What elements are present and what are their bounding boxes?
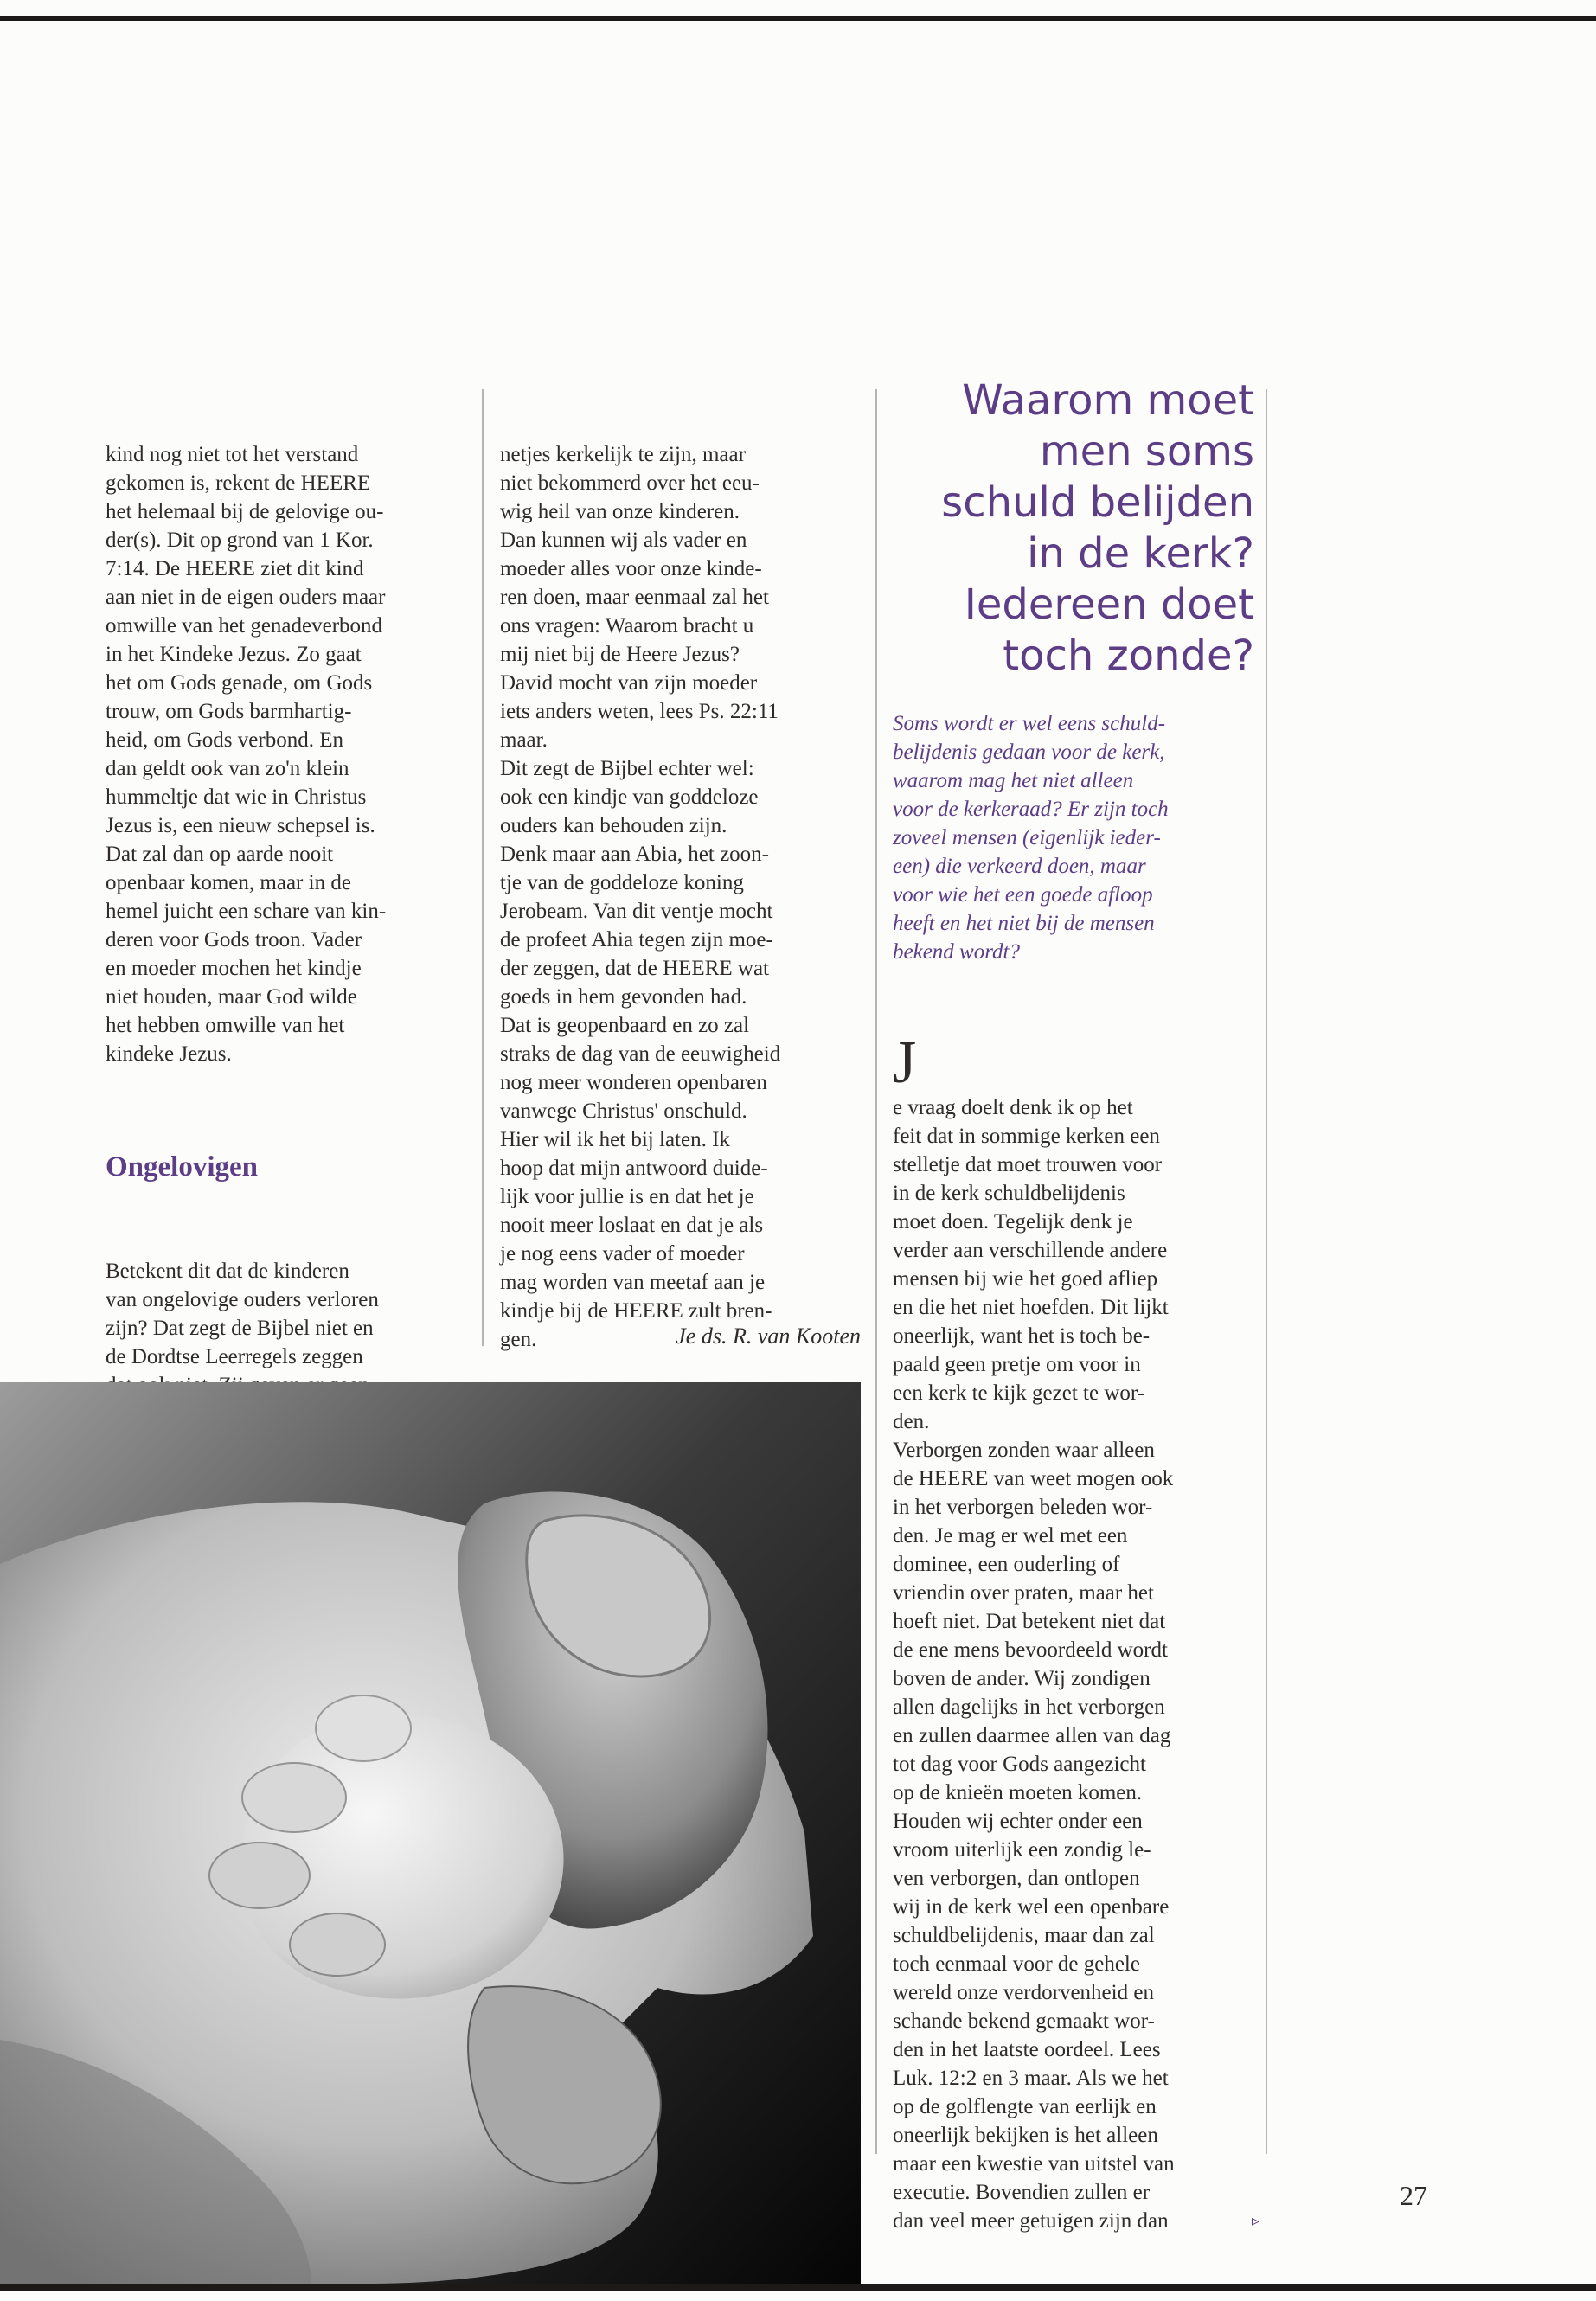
column-right-line: ven verborgen, dan ontlopen — [893, 1867, 1140, 1890]
column-right-line: stelletje dat moet trouwen voor — [893, 1153, 1163, 1176]
column-middle-line: ren doen, maar eenmaal zal het — [500, 586, 769, 609]
heading-line: in de kerk? — [1027, 529, 1254, 578]
column-middle-line: vanwege Christus' onschuld. — [500, 1099, 747, 1123]
column-right-line: feit dat in sommige kerken een — [893, 1125, 1160, 1148]
column-right-line: op de knieën moeten komen. — [893, 1781, 1143, 1804]
column-middle-line: ons vragen: Waarom bracht u — [500, 614, 754, 638]
column-right-line: e vraag doelt denk ik op het — [893, 1096, 1133, 1119]
column-right-line: maar een kwestie van uitstel van — [893, 2152, 1175, 2176]
column-middle-line: Dit zegt de Bijbel echter wel: — [500, 757, 754, 780]
column-right-line: schuldbelijdenis, maar dan zal — [893, 1924, 1155, 1947]
column-middle-line: David mocht van zijn moeder — [500, 671, 758, 695]
column-middle-line: niet bekommerd over het eeu- — [500, 471, 760, 495]
column-middle-line: tje van de goddeloze koning — [500, 871, 744, 894]
intro-line: belijdenis gedaan voor de kerk, — [893, 740, 1165, 764]
column-right-line: oneerlijk, want het is toch be- — [893, 1324, 1151, 1348]
article-heading — [900, 375, 1254, 682]
baby-finger-2 — [242, 1763, 346, 1832]
column-middle-line: maar. — [500, 728, 548, 752]
column-right-line: verder aan verschillende andere — [893, 1239, 1168, 1262]
column-right-line: een kerk te kijk gezet te wor- — [893, 1381, 1145, 1405]
column-divider — [482, 389, 484, 1346]
column-left-line: niet houden, maar God wilde — [106, 985, 357, 1009]
column-middle-line: nooit meer loslaat en dat je als — [500, 1214, 764, 1237]
intro-line: heeft en het niet bij de mensen — [893, 912, 1155, 935]
column-right-line: hoeft niet. Dat betekent niet dat — [893, 1610, 1166, 1633]
column-left-line: Jezus is, een nieuw schepsel is. — [106, 814, 375, 837]
column-right-line: Houden wij echter onder een — [893, 1810, 1143, 1833]
intro-line: een) die verkeerd doen, maar — [893, 855, 1146, 878]
column-middle-line: mag worden van meetaf aan je — [500, 1271, 766, 1294]
column-middle-line: der zeggen, dat de HEERE wat — [500, 957, 769, 980]
column-left-line: kindeke Jezus. — [106, 1042, 232, 1066]
page-number: 27 — [1400, 2180, 1427, 2211]
column-middle-line: netjes kerkelijk te zijn, maar — [500, 443, 746, 466]
column-right-line: en die het niet hoefden. Dit lijkt — [893, 1296, 1169, 1319]
column-middle — [500, 383, 863, 1411]
column-right-line: schande bekend gemaakt wor- — [893, 2009, 1155, 2033]
column-middle-line: Denk maar aan Abia, het zoon- — [500, 843, 769, 866]
column-left-line: en moeder mochen het kindje — [106, 957, 362, 980]
column-right-line: de ene mens bevoordeeld wordt — [893, 1638, 1168, 1662]
column-left-line: hemel juicht een schare van kin- — [106, 900, 387, 923]
top-edge-bar — [0, 16, 1596, 21]
column-left-line: aan niet in de eigen ouders maar — [106, 586, 386, 609]
column-middle-line: Dan kunnen wij als vader en — [500, 529, 747, 552]
column-left-line: Dat zal dan op aarde nooit — [106, 843, 334, 866]
column-right-line: executie. Bovendien zullen er — [893, 2181, 1151, 2204]
column-left-line: in het Kindeke Jezus. Zo gaat — [106, 643, 362, 666]
column-middle-line: wig heil van onze kinderen. — [500, 500, 740, 523]
column-left-line: het helemaal bij de gelovige ou- — [106, 500, 384, 523]
column-left-line: dan geldt ook van zo'n klein — [106, 757, 349, 780]
column-right-line: toch eenmaal voor de gehele — [893, 1952, 1140, 1976]
column-middle-line: ook een kindje van goddeloze — [500, 785, 759, 809]
column-middle-line: nog meer wonderen openbaren — [500, 1071, 767, 1094]
author-signature: Je ds. R. van Kooten — [676, 1324, 861, 1349]
column-right-line: de HEERE van weet mogen ook — [893, 1467, 1174, 1490]
heading-line: men soms — [1039, 427, 1254, 476]
column-middle-line: Jerobeam. Van dit ventje mocht — [500, 900, 773, 923]
column-right-line: den. Je mag er wel met een — [893, 1524, 1128, 1548]
intro-line: zoveel mensen (eigenlijk ieder- — [893, 826, 1161, 849]
heading-line: Waarom moet — [962, 376, 1254, 425]
column-middle-line: moeder alles voor onze kinde- — [500, 557, 762, 580]
subheading-ongelovigen: Ongelovigen — [106, 1151, 259, 1183]
bottom-edge-bar — [0, 2284, 1596, 2291]
column-right-line: op de golflengte van eerlijk en — [893, 2095, 1157, 2118]
column-right-line: in het verborgen beleden wor- — [893, 1496, 1153, 1519]
column-middle-text — [500, 440, 863, 1354]
column-right-line: den. — [893, 1410, 930, 1433]
baby-finger-1 — [316, 1695, 411, 1761]
column-middle-line: goeds in hem gevonden had. — [500, 985, 747, 1009]
column-divider — [875, 389, 877, 2154]
column-left-line: de Dordtse Leerregels zeggen — [106, 1345, 363, 1368]
column-right-line: boven de ander. Wij zondigen — [893, 1667, 1151, 1690]
column-middle-line: je nog eens vader of moeder — [500, 1242, 745, 1266]
intro-line: waarom mag het niet alleen — [893, 769, 1134, 792]
column-middle-line: Dat is geopenbaard en zo zal — [500, 1014, 750, 1037]
column-right-line: in de kerk schuldbelijdenis — [893, 1182, 1125, 1205]
column-right — [893, 1008, 1259, 2292]
column-left-line: omwille van het genadeverbond — [106, 614, 383, 638]
hands-photo — [0, 1382, 861, 2284]
column-left-line: trouw, om Gods barmhartig- — [106, 700, 352, 723]
column-right-line: allen dagelijks in het verborgen — [893, 1695, 1165, 1719]
column-left-line: het hebben omwille van het — [106, 1014, 345, 1037]
column-right-line: paald geen pretje om voor in — [893, 1353, 1141, 1376]
column-middle-line: kindje bij de HEERE zult bren- — [500, 1299, 772, 1323]
column-left-line: 7:14. De HEERE ziet dit kind — [106, 557, 364, 580]
column-right-line: Luk. 12:2 en 3 maar. Als we het — [893, 2067, 1169, 2090]
column-left-line: openbaar komen, maar in de — [106, 871, 351, 894]
drop-cap: J — [893, 1029, 917, 1096]
column-middle-line: Hier wil ik het bij laten. Ik — [500, 1128, 730, 1151]
baby-finger-3 — [209, 1843, 310, 1908]
column-left-line: Betekent dit dat de kinderen — [106, 1259, 349, 1283]
column-right-line: dan veel meer getuigen zijn dan — [893, 2209, 1169, 2233]
heading-line: toch zonde? — [1003, 631, 1254, 680]
column-middle-line: ouders kan behouden zijn. — [500, 814, 727, 837]
column-left-line: zijn? Dat zegt de Bijbel niet en — [106, 1317, 374, 1340]
column-right-line: tot dag voor Gods aangezicht — [893, 1753, 1146, 1776]
column-left-line: der(s). Dit op grond van 1 Kor. — [106, 529, 374, 552]
column-right-line: en zullen daarmee allen van dag — [893, 1724, 1171, 1747]
column-right-line: den in het laatste oordeel. Lees — [893, 2038, 1161, 2061]
column-middle-line: hoop dat mijn antwoord duide- — [500, 1157, 768, 1180]
column-left-line: heid, om Gods verbond. En — [106, 728, 343, 752]
question-intro — [893, 709, 1256, 966]
column-right-line: dominee, een ouderling of — [893, 1553, 1120, 1576]
heading-line: Iedereen doet — [964, 580, 1254, 629]
column-left-line: hummeltje dat wie in Christus — [106, 785, 367, 809]
heading-line: schuld belijden — [941, 478, 1254, 527]
intro-line: voor wie het een goede afloop — [893, 883, 1153, 907]
column-left-line: kind nog niet tot het verstand — [106, 443, 359, 466]
column-middle-line: gen. — [500, 1328, 537, 1351]
column-right-line: Verborgen zonden waar alleen — [893, 1439, 1155, 1462]
column-right-line: wij in de kerk wel een openbare — [893, 1895, 1170, 1919]
column-left-line: van ongelovige ouders verloren — [106, 1288, 379, 1311]
column-left-text — [106, 440, 469, 1068]
column-middle-line: de profeet Ahia tegen zijn moe- — [500, 928, 773, 952]
baby-finger-4 — [290, 1913, 385, 1976]
column-right-text — [893, 1093, 1259, 2235]
intro-line: Soms wordt er wel eens schuld- — [893, 712, 1166, 735]
column-left-line: gekomen is, rekent de HEERE — [106, 471, 371, 495]
intro-line: voor de kerkeraad? Er zijn toch — [893, 798, 1169, 821]
column-right-line: moet doen. Tegelijk denk je — [893, 1210, 1133, 1234]
column-right-line: oneerlijk bekijken is het alleen — [893, 2124, 1158, 2147]
column-right-line: vroom uiterlijk een zondig le- — [893, 1838, 1151, 1862]
column-right-line: wereld onze verdorvenheid en — [893, 1981, 1154, 2004]
column-left-line: deren voor Gods troon. Vader — [106, 928, 362, 952]
intro-line: bekend wordt? — [893, 940, 1020, 964]
column-middle-line: mij niet bij de Heere Jezus? — [500, 643, 740, 666]
column-middle-line: iets anders weten, lees Ps. 22:11 — [500, 700, 779, 723]
column-divider — [1266, 389, 1267, 2154]
column-middle-line: lijk voor jullie is en dat het je — [500, 1185, 754, 1208]
continue-arrow-icon: ▹ — [1251, 2212, 1259, 2229]
column-left-line: het om Gods genade, om Gods — [106, 671, 373, 695]
column-middle-line: straks de dag van de eeuwigheid — [500, 1042, 781, 1066]
column-right-line: mensen bij wie het goed afliep — [893, 1267, 1158, 1291]
column-right-line: vriendin over praten, maar het — [893, 1581, 1154, 1605]
